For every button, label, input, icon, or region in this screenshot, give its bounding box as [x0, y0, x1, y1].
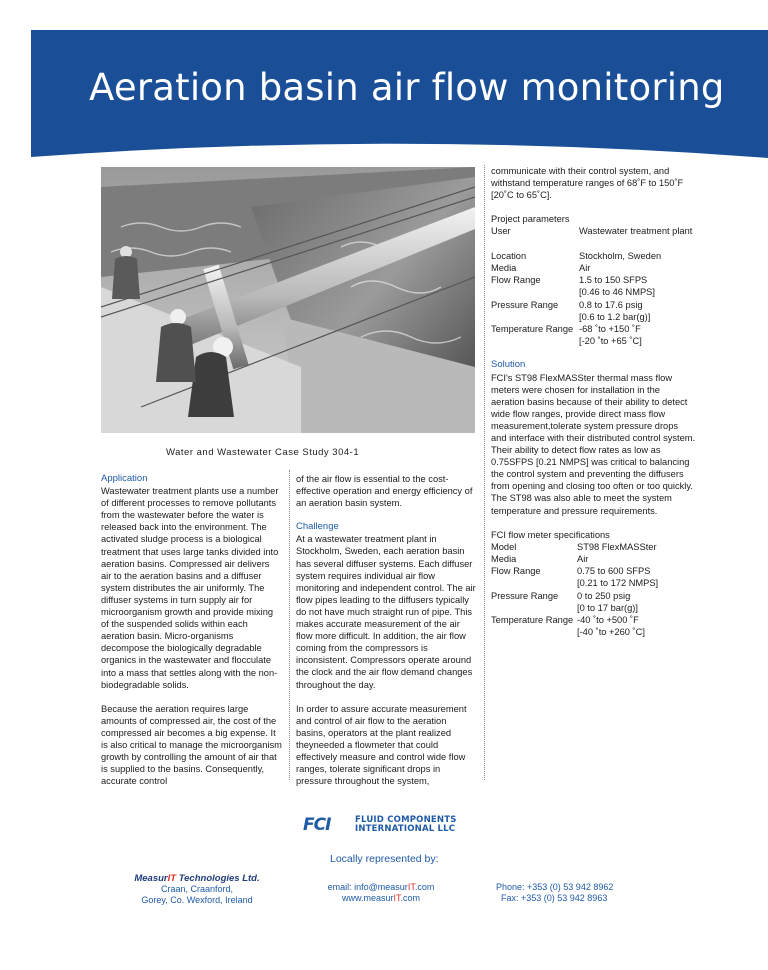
parameter-label: Flow Range: [491, 566, 541, 577]
address-line: Gorey, Co. Wexford, Ireland: [141, 895, 253, 905]
parameter-label: [491, 577, 577, 589]
parameter-label: Location: [491, 250, 527, 261]
phone-number: Phone: +353 (0) 53 942 8962: [496, 882, 614, 892]
aeration-cost-paragraph: Because the aeration requires large amounts of compressed air, the cost of the compressed air becomes a big expense. It is also critical to manage the microorganism growth by controlling the amount of air that is supplied to the basins. Consequently, accurate control: [101, 703, 282, 787]
email-link[interactable]: email: info@measurIT.com: [327, 882, 435, 892]
table-row: [491, 250, 692, 262]
requirements-continuation: communicate with their control system, and withstand temperature ranges of 68˚F to 150˚F [20˚C to 65˚C].: [491, 166, 684, 201]
table-row: [491, 577, 658, 589]
phone-numbers: [496, 882, 613, 904]
parameter-value: [-40 ˚to +260 ˚C]: [577, 627, 645, 638]
parameter-label: [491, 335, 579, 347]
column-divider: [484, 165, 485, 780]
table-row: [491, 262, 692, 274]
page-title: Aeration basin air flow monitoring: [89, 66, 725, 109]
table-row: [491, 299, 692, 311]
column-challenge: [296, 473, 477, 799]
contact-links: [318, 882, 444, 904]
address-line: Craan, Craanford,: [160, 884, 234, 894]
cost-continuation-paragraph: of the air flow is essential to the cost-effective operation and energy efficiency of an aeration basin system.: [296, 474, 473, 509]
fci-logo-mark: FCI: [303, 815, 331, 835]
challenge-paragraph: At a wastewater treatment plant in Stockholm, Sweden, each aeration basin has several diffuser systems. Each diffuser system requires individual air flow monitoring and independent control. The air flow pipes leading to the diffusers typically do not have much straight run of pipe. This makes accurate measurement of the air flow more difficult. In addition, the air flow coming from the compressors is inconsistent. Compressors operate around the clock and the air flow demand changes throughout the day.: [296, 534, 476, 690]
fci-logo: [303, 815, 473, 833]
website-link[interactable]: www.measurIT.com: [341, 893, 421, 903]
application-heading: Application: [101, 473, 148, 484]
table-row: [491, 335, 692, 347]
table-row: [491, 602, 658, 614]
parameter-value: 0.75 to 600 SFPS: [577, 566, 651, 577]
parameter-label: Media: [491, 553, 517, 564]
solution-heading: Solution: [491, 359, 526, 371]
company-name: MeasurIT Technologies Ltd.: [134, 873, 260, 884]
parameter-label: Pressure Range: [491, 590, 559, 601]
parameter-value: Wastewater treatment plant: [579, 226, 693, 237]
solution-paragraph: FCI's ST98 FlexMASSter thermal mass flow meters were chosen for installation in the aeration basins because of their ability to detect wide flow ranges, provide direct mass flow measurement,tolerate system pressure drops and interface with their distributed control system. Their ability to detect flow rates as low as 0.75SFPS [0.21 NMPS] was critical to balancing the control system and preventing the diffusers from opening and closing too often or too quickly. The ST98 was also able to meet the system temperature and pressure requirements.: [491, 372, 696, 516]
parameter-label: Media: [491, 262, 517, 273]
aeration-basin-photo: [101, 167, 475, 433]
parameter-label: [491, 602, 577, 614]
application-paragraph: Wastewater treatment plants use a number of different processes to remove pollutants from the wastewater before the water is released back into the environment. The activated sludge process is a biological treatment that uses large tanks divided into aeration basins. Compressed air delivers air to the aeration basins and a diffuser system distributes the air uniformly. The diffuser systems in turn supply air for microorganism growth and provide mixing of the suspended solids within each aeration basin. Micro-organisms decompose the biologically degradable organics in the wastewater and flocculate into a mass that settles along with the non-biodegradable solids.: [101, 486, 279, 690]
parameter-value: 0 to 250 psig: [577, 590, 631, 601]
parameter-label: Flow Range: [491, 275, 541, 286]
project-parameters-heading: Project parameters: [491, 214, 570, 225]
parameter-label: [491, 311, 579, 323]
fax-number: Fax: +353 (0) 53 942 8963: [501, 893, 608, 903]
challenge-heading: Challenge: [296, 521, 339, 533]
parameter-value: [0.46 to 46 NMPS]: [579, 287, 655, 298]
column-application: [101, 473, 282, 799]
parameter-label: Temperature Range: [491, 614, 574, 625]
parameter-value: Air: [577, 553, 589, 564]
representative-company: [117, 873, 277, 906]
parameter-value: ST98 FlexMASSter: [577, 541, 657, 552]
parameter-label: [491, 626, 577, 638]
parameter-value: Stockholm, Sweden: [579, 250, 662, 261]
parameter-value: [0 to 17 bar(g)]: [577, 602, 638, 613]
parameter-label: Model: [491, 541, 517, 552]
title-banner: [31, 30, 768, 165]
parameter-value: [-20 ˚to +65 ˚C]: [579, 336, 642, 347]
parameter-value: Air: [579, 262, 591, 273]
locally-represented-label: Locally represented by:: [330, 853, 439, 865]
parameter-value: [0.21 to 172 NMPS]: [577, 578, 659, 589]
table-row: [491, 614, 658, 626]
table-row: [491, 225, 692, 237]
column-parameters: [491, 165, 696, 650]
parameter-label: [491, 286, 579, 298]
parameter-label: User: [491, 226, 511, 237]
requirements-paragraph: In order to assure accurate measurement and control of air flow to the aeration basins, operators at the plant realized theyneeded a flowmeter that could effectively measure and control wide flow ranges, tolerate significant drops in pressure throughout the system,: [296, 703, 467, 787]
parameter-value: -68 ˚to +150 ˚F: [579, 324, 641, 334]
parameter-value: 1.5 to 150 SFPS: [579, 275, 648, 286]
table-row: [491, 238, 692, 250]
table-row: [491, 565, 658, 577]
parameter-label: Temperature Range: [491, 324, 574, 334]
parameter-value: [0.6 to 1.2 bar(g)]: [579, 311, 651, 322]
parameter-label: [491, 238, 579, 250]
parameter-value: [579, 238, 692, 250]
fci-logo-name: FLUID COMPONENTS INTERNATIONAL LLC: [355, 815, 457, 834]
table-row: [491, 590, 658, 602]
table-row: [491, 323, 692, 335]
column-divider: [289, 470, 290, 780]
parameter-value: -40 ˚to +500 ˚F: [577, 614, 639, 625]
specifications-heading: FCI flow meter specifications: [491, 529, 610, 540]
project-parameters-table: [491, 225, 692, 347]
parameter-label: Pressure Range: [491, 299, 559, 310]
table-row: [491, 553, 658, 565]
table-row: [491, 541, 658, 553]
table-row: [491, 286, 692, 298]
specifications-table: [491, 541, 658, 639]
table-row: [491, 626, 658, 638]
photo-caption: Water and Wastewater Case Study 304-1: [166, 447, 360, 458]
parameter-value: 0.8 to 17.6 psig: [579, 299, 643, 310]
table-row: [491, 311, 692, 323]
table-row: [491, 274, 692, 286]
